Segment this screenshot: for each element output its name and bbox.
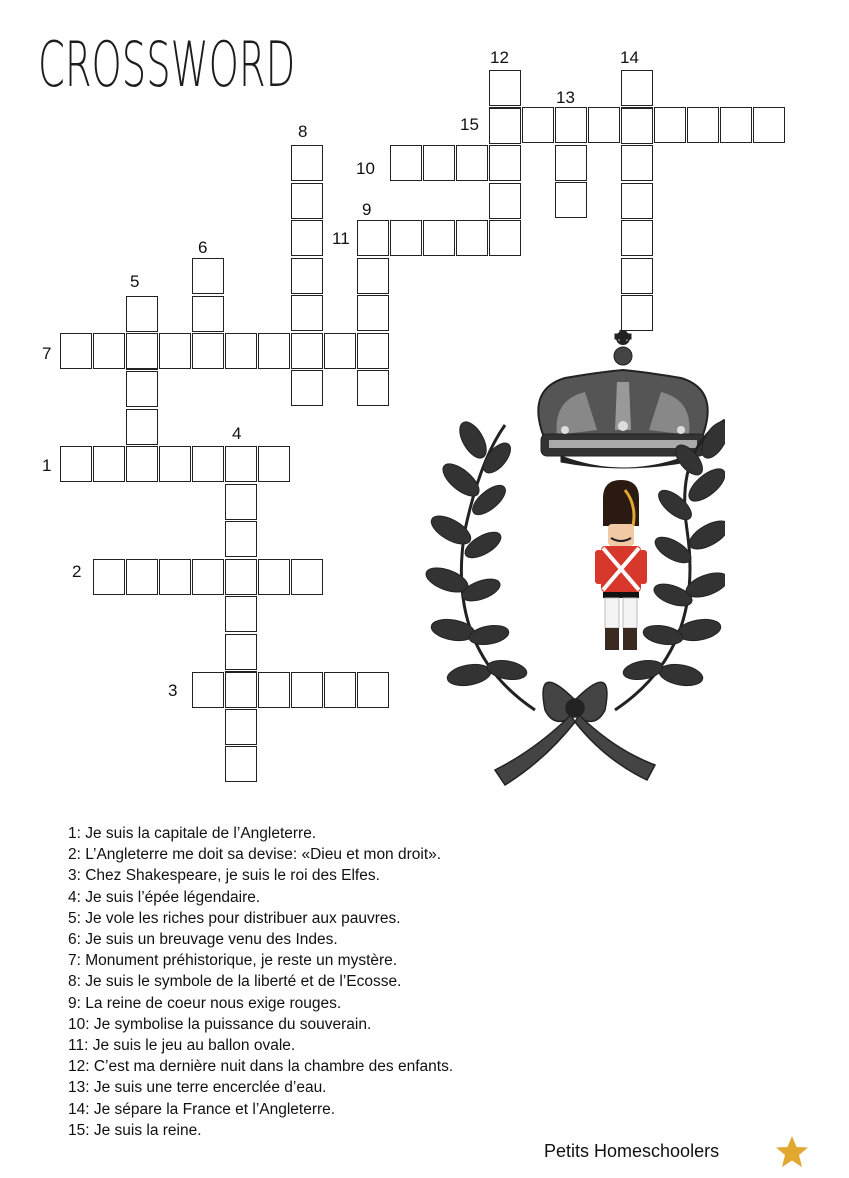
crossword-cell-4-down[interactable] [225, 596, 257, 632]
crossword-cell-15-across[interactable] [588, 107, 620, 143]
crossword-cell-3-across[interactable] [192, 672, 224, 708]
crossword-cell-3-across[interactable] [225, 672, 257, 708]
clue-12: 12: C’est ma dernière nuit dans la chambre des enfants. [68, 1058, 454, 1076]
crossword-cell-10-across[interactable] [489, 145, 521, 181]
crossword-cell-9-down[interactable] [357, 370, 389, 406]
crossword-cell-14-down[interactable] [621, 145, 653, 181]
crossword-cell-10-across[interactable] [423, 145, 455, 181]
crossword-cell-4-down[interactable] [225, 634, 257, 670]
crossword-cell-2-across[interactable] [126, 559, 158, 595]
crossword-cell-7-across[interactable] [192, 333, 224, 369]
clue-4: 4: Je suis l’épée légendaire. [68, 888, 261, 906]
crossword-cell-11-across[interactable] [456, 220, 488, 256]
crossword-cell-7-across[interactable] [258, 333, 290, 369]
crossword-cell-8-down[interactable] [291, 258, 323, 294]
clue-number-12: 12 [490, 48, 509, 67]
crossword-cell-7-across[interactable] [60, 333, 92, 369]
crossword-cell-14-down[interactable] [621, 258, 653, 294]
crossword-cell-15-across[interactable] [687, 107, 719, 143]
crossword-cell-15-across[interactable] [720, 107, 752, 143]
crossword-cell-4-down[interactable] [225, 484, 257, 520]
crossword-cell-7-across[interactable] [93, 333, 125, 369]
crossword-cell-7-across[interactable] [126, 333, 158, 369]
clue-13: 13: Je suis une terre encerclée d’eau. [68, 1079, 327, 1097]
crossword-cell-9-down[interactable] [357, 295, 389, 331]
crown-wreath-soldier-illustration [425, 330, 725, 790]
crossword-cell-1-across[interactable] [192, 446, 224, 482]
clue-number-8: 8 [298, 122, 308, 141]
crossword-cell-7-across[interactable] [225, 333, 257, 369]
crossword-cell-7-across[interactable] [324, 333, 356, 369]
crossword-cell-8-down[interactable] [291, 220, 323, 256]
crossword-cell-7-across[interactable] [291, 333, 323, 369]
crossword-cell-14-down[interactable] [621, 70, 653, 106]
clue-number-9: 9 [362, 200, 372, 219]
clue-number-14: 14 [620, 48, 639, 67]
laurel-wreath-left-icon [425, 418, 535, 710]
crossword-cell-9-down[interactable] [357, 220, 389, 256]
clue-number-6: 6 [198, 238, 208, 257]
crossword-cell-4-down[interactable] [225, 446, 257, 482]
crossword-cell-3-across[interactable] [258, 672, 290, 708]
clue-14: 14: Je sépare la France et l’Angleterre. [68, 1100, 336, 1118]
crossword-cell-7-across[interactable] [159, 333, 191, 369]
crossword-cell-15-across[interactable] [522, 107, 554, 143]
clue-number-2: 2 [72, 562, 82, 581]
clue-2: 2: L’Angleterre me doit sa devise: «Dieu et mon droit». [68, 846, 442, 864]
crossword-cell-14-down[interactable] [621, 108, 653, 144]
crossword-cell-10-across[interactable] [390, 145, 422, 181]
page-title: CROSSWORD [38, 28, 296, 101]
clue-6: 6: Je suis un breuvage venu des Indes. [68, 931, 338, 949]
clue-9: 9: La reine de coeur nous exige rouges. [68, 994, 342, 1012]
crossword-cell-1-across[interactable] [93, 446, 125, 482]
crossword-cell-10-across[interactable] [456, 145, 488, 181]
crossword-cell-13-down[interactable] [555, 107, 587, 143]
star-icon [774, 1134, 810, 1170]
crossword-cell-5-down[interactable] [126, 409, 158, 445]
toy-soldier-icon [595, 480, 647, 650]
crossword-cell-12-down[interactable] [489, 108, 521, 144]
crossword-cell-11-across[interactable] [489, 220, 521, 256]
clue-list [68, 823, 668, 1141]
crossword-cell-5-down[interactable] [126, 371, 158, 407]
crossword-cell-1-across[interactable] [258, 446, 290, 482]
crossword-cell-2-across[interactable] [192, 559, 224, 595]
crossword-cell-15-across[interactable] [654, 107, 686, 143]
crossword-cell-12-down[interactable] [489, 70, 521, 106]
clue-7: 7: Monument préhistorique, je reste un mystère. [68, 952, 398, 970]
clue-10: 10: Je symbolise la puissance du souverain. [68, 1015, 372, 1033]
clue-number-13: 13 [556, 88, 575, 107]
clue-number-3: 3 [168, 681, 178, 700]
crossword-cell-6-down[interactable] [192, 296, 224, 332]
crossword-cell-12-down[interactable] [489, 183, 521, 219]
clue-3: 3: Chez Shakespeare, je suis le roi des Elfes. [68, 867, 380, 885]
crossword-cell-2-across[interactable] [291, 559, 323, 595]
clue-number-5: 5 [130, 272, 140, 291]
crossword-cell-2-across[interactable] [159, 559, 191, 595]
crossword-cell-3-across[interactable] [291, 672, 323, 708]
crossword-cell-8-down[interactable] [291, 295, 323, 331]
crossword-cell-13-down[interactable] [555, 145, 587, 181]
clue-11: 11: Je suis le jeu au ballon ovale. [68, 1037, 296, 1055]
crossword-cell-13-down[interactable] [555, 182, 587, 218]
crossword-cell-5-down[interactable] [126, 296, 158, 332]
crossword-cell-2-across[interactable] [258, 559, 290, 595]
crossword-cell-15-across[interactable] [753, 107, 785, 143]
clue-8: 8: Je suis le symbole de la liberté et de l’Ecosse. [68, 973, 402, 991]
crossword-cell-2-across[interactable] [93, 559, 125, 595]
footer-brand: Petits Homeschoolers [544, 1141, 720, 1161]
crossword-cell-8-down[interactable] [291, 145, 323, 181]
clue-1: 1: Je suis la capitale de l’Angleterre. [68, 825, 317, 842]
crossword-cell-7-across[interactable] [357, 333, 389, 369]
crossword-cell-11-across[interactable] [423, 220, 455, 256]
clue-number-1: 1 [42, 456, 52, 475]
crossword-cell-2-across[interactable] [225, 559, 257, 595]
crossword-cell-1-across[interactable] [159, 446, 191, 482]
crossword-cell-11-across[interactable] [390, 220, 422, 256]
crossword-cell-3-across[interactable] [324, 672, 356, 708]
crossword-cell-9-down[interactable] [357, 258, 389, 294]
crossword-cell-1-across[interactable] [60, 446, 92, 482]
crossword-cell-8-down[interactable] [291, 183, 323, 219]
crossword-cell-3-across[interactable] [357, 672, 389, 708]
crossword-cell-1-across[interactable] [126, 446, 158, 482]
crossword-cell-4-down[interactable] [225, 709, 257, 745]
crossword-cell-4-down[interactable] [225, 521, 257, 557]
clue-5: 5: Je vole les riches pour distribuer aux pauvres. [68, 909, 401, 927]
crossword-cell-6-down[interactable] [192, 258, 224, 294]
clue-15: 15: Je suis la reine. [68, 1121, 202, 1139]
crossword-cell-14-down[interactable] [621, 183, 653, 219]
crossword-cell-14-down[interactable] [621, 220, 653, 256]
crossword-cell-8-down[interactable] [291, 370, 323, 406]
crossword-cell-4-down[interactable] [225, 746, 257, 782]
clue-number-4: 4 [232, 424, 242, 443]
clue-number-11: 11 [332, 229, 350, 248]
crossword-cell-14-down[interactable] [621, 295, 653, 331]
clue-number-15: 15 [460, 115, 479, 134]
clue-number-7: 7 [42, 344, 52, 363]
clue-number-10: 10 [356, 159, 375, 178]
